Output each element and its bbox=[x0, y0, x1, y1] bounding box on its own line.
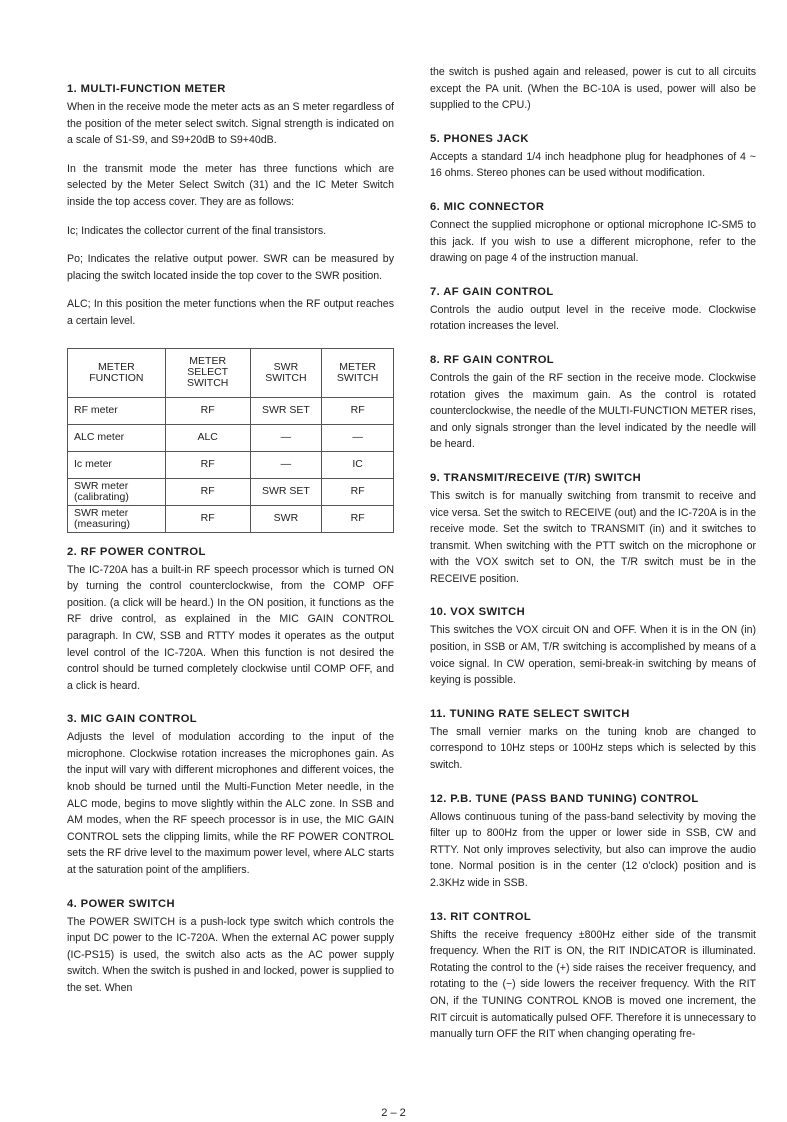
paragraph: Controls the gain of the RF section in the receive mode. Clockwise rotation gives the maximum gain. As the control is rotated counterclockwise, the needle of the MULTI-FUNCTION METER rises, and only signals stronger than the level indicated by the needle will be heard. bbox=[430, 371, 756, 451]
section-power-switch-continued bbox=[430, 64, 756, 114]
table-row bbox=[68, 478, 394, 505]
table-row bbox=[68, 505, 394, 532]
paragraph: Allows continuous tuning of the pass-band selectivity by moving the filter up to 800Hz from the upper or lower side in SSB, CW and RTTY. Not only improves selectivity, but also can improve the audio tone. Normal position is in the center (12 o'clock) position and is 2.3KHz wide in SSB. bbox=[430, 810, 756, 889]
section-title: 3. MIC GAIN CONTROL bbox=[67, 713, 198, 726]
section-pb-tune-control bbox=[430, 792, 756, 892]
meter-switch-table bbox=[67, 348, 394, 533]
paragraph: Connect the supplied microphone or optional microphone IC-SM5 to this jack. If you wish to use a different microphone, refer to the drawing on page 4 of the instruction manual. bbox=[430, 218, 756, 265]
table-cell: ALC meter bbox=[68, 424, 166, 451]
paragraph: Accepts a standard 1/4 inch headphone plug for headphones of 4 ~ 16 ohms. Stereo phones can be used without modification. bbox=[430, 150, 756, 180]
paragraph: Adjusts the level of modulation according to the input of the microphone. Clockwise rotation increases the microphones gain. As the input will vary with different microphones and different voices, the knob should be turned until the Multi-Function Meter needle, in the ALC mode, begins to move slightly within the ALC zone. In SSB and AM modes, when the RF speech processor is in use, the MIC GAIN CONTROL sets the clipping limits, while the RF POWER CONTROL sets the RF drive level to the maximum power level, where ALC starts at the saturation point of the amplifiers. bbox=[67, 731, 394, 877]
table-cell: — bbox=[322, 424, 394, 451]
table-cell: RF bbox=[322, 397, 394, 424]
table-cell: RF bbox=[165, 397, 250, 424]
right-column bbox=[430, 64, 756, 1061]
section-title: 7. AF GAIN CONTROL bbox=[430, 285, 554, 298]
section-title: 10. VOX SWITCH bbox=[430, 606, 526, 619]
table-header: METER SWITCH bbox=[322, 348, 394, 397]
section-vox-switch bbox=[430, 605, 756, 688]
section-title: 5. PHONES JACK bbox=[430, 132, 529, 145]
section-title: 1. MULTI-FUNCTION METER bbox=[67, 83, 226, 95]
table-cell: SWR bbox=[250, 505, 322, 532]
section-mic-connector bbox=[430, 200, 756, 267]
table-header: METER SELECT SWITCH bbox=[165, 348, 250, 397]
table-header: METER FUNCTION bbox=[68, 348, 166, 397]
table-cell: SWR SET bbox=[250, 397, 322, 424]
table-cell: — bbox=[250, 424, 322, 451]
paragraph: When in the receive mode the meter acts as an S meter regardless of the position of the meter select switch. Signal strength is indicated on a scale of S1-S9, and S9+20dB to S9+40dB. bbox=[67, 101, 394, 147]
section-title: 8. RF GAIN CONTROL bbox=[430, 353, 555, 366]
page-number: 2 – 2 bbox=[381, 1107, 406, 1119]
table-row bbox=[68, 397, 394, 424]
table-cell: RF bbox=[165, 505, 250, 532]
section-rf-gain-control bbox=[430, 353, 756, 453]
table-cell: SWR meter (measuring) bbox=[68, 505, 166, 532]
left-column bbox=[67, 82, 394, 1015]
paragraph: The POWER SWITCH is a push-lock type switch which controls the input DC power to the IC-720A. When the external AC power supply (IC-PS15) is used, the switch also acts as the AC power supply switch. When the switch is pushed in and locked, power is supplied to the set. When bbox=[67, 915, 394, 994]
section-phones-jack bbox=[430, 132, 756, 182]
table-cell: SWR meter (calibrating) bbox=[68, 478, 166, 505]
section-title: 2. RF POWER CONTROL bbox=[67, 545, 206, 558]
table-header: SWR SWITCH bbox=[250, 348, 322, 397]
table-row bbox=[68, 451, 394, 478]
section-title: 11. TUNING RATE SELECT SWITCH bbox=[430, 707, 630, 720]
section-tuning-rate-select-switch bbox=[430, 707, 756, 774]
paragraph: Controls the audio output level in the receive mode. Clockwise rotation increases the level. bbox=[430, 303, 756, 333]
table-cell: — bbox=[250, 451, 322, 478]
table-cell: Ic meter bbox=[68, 451, 166, 478]
table-cell: RF bbox=[165, 478, 250, 505]
section-title: 6. MIC CONNECTOR bbox=[430, 200, 545, 213]
table-cell: RF meter bbox=[68, 397, 166, 424]
section-power-switch bbox=[67, 897, 394, 997]
paragraph: The IC-720A has a built-in RF speech processor which is turned ON by turning the control counterclockwise, from the COMP OFF position. (a click will be heard.) In the ON position, it functions as the RF drive control, as explained in the MIC GAIN CONTROL paragraph. In CW, SSB and RTTY modes it operates as the output level control of the IC-720A. When this function is not desired the control should be turned completely clockwise until COMP OFF, and a click is heard. bbox=[67, 563, 394, 692]
paragraph: This switch is for manually switching from transmit to receive and vice versa. Set the switch to RECEIVE (out) and the IC-720A is in the receive mode. Set the switch to TRANSMIT (in) and it switches to transmit. When switching with the PTT switch on the microphone or with the VOX switch set to ON, the T/R switch must be in the RECEIVE position. bbox=[430, 489, 756, 585]
section-mic-gain-control bbox=[67, 712, 394, 878]
section-title: 9. TRANSMIT/RECEIVE (T/R) SWITCH bbox=[430, 471, 642, 484]
table-cell: IC bbox=[322, 451, 394, 478]
table-cell: SWR SET bbox=[250, 478, 322, 505]
table-header-row bbox=[68, 348, 394, 397]
section-multi-function-meter bbox=[67, 82, 394, 330]
table-cell: RF bbox=[165, 451, 250, 478]
table-cell: ALC bbox=[165, 424, 250, 451]
section-rf-power-control bbox=[67, 545, 394, 695]
paragraph: Shifts the receive frequency ±800Hz either side of the transmit frequency. When the RIT is ON, the RIT INDICATOR is illuminated. Rotating the control to the (+) side raises the receiver frequency, and rotating to the (−) side lowers the receiver frequency. With the RIT ON, if the TUNING CONTROL KNOB is moved one increment, the RIT circuit is automatically pulsed OFF. Therefore it is unnecessary to manually turn OFF the RIT when changing operating fre- bbox=[430, 928, 756, 1041]
section-title: 4. POWER SWITCH bbox=[67, 897, 175, 910]
paragraph: Ic; Indicates the collector current of the final transistors. bbox=[67, 224, 327, 237]
section-title: 12. P.B. TUNE (PASS BAND TUNING) CONTROL bbox=[430, 792, 699, 805]
paragraph: Po; Indicates the relative output power. SWR can be measured by placing the switch located inside the top cover to the SWR position. bbox=[67, 253, 394, 282]
paragraph: The small vernier marks on the tuning knob are changed to correspond to 10Hz steps or 100Hz steps which is selected by this switch. bbox=[430, 725, 756, 772]
table-row bbox=[68, 424, 394, 451]
paragraph: ALC; In this position the meter functions when the RF output reaches a certain level. bbox=[67, 298, 394, 327]
section-title: 13. RIT CONTROL bbox=[430, 910, 532, 923]
paragraph: the switch is pushed again and released, power is cut to all circuits except the PA unit. (When the BC-10A is used, power will also be supplied to the CPU.) bbox=[430, 66, 756, 112]
table-cell: RF bbox=[322, 478, 394, 505]
section-rit-control bbox=[430, 910, 756, 1043]
paragraph: This switches the VOX circuit ON and OFF. When it is in the ON (in) position, in SSB or AM, T/R switching is accomplished by means of a voice signal. In CW operation, semi-break-in switching by means of keying is possible. bbox=[430, 624, 756, 687]
paragraph: In the transmit mode the meter has three functions which are selected by the Meter Select Switch (31) and the IC Meter Switch inside the top access cover. They are as follows: bbox=[67, 162, 394, 208]
table-cell: RF bbox=[322, 505, 394, 532]
section-transmit-receive-switch bbox=[430, 471, 756, 588]
section-af-gain-control bbox=[430, 285, 756, 335]
